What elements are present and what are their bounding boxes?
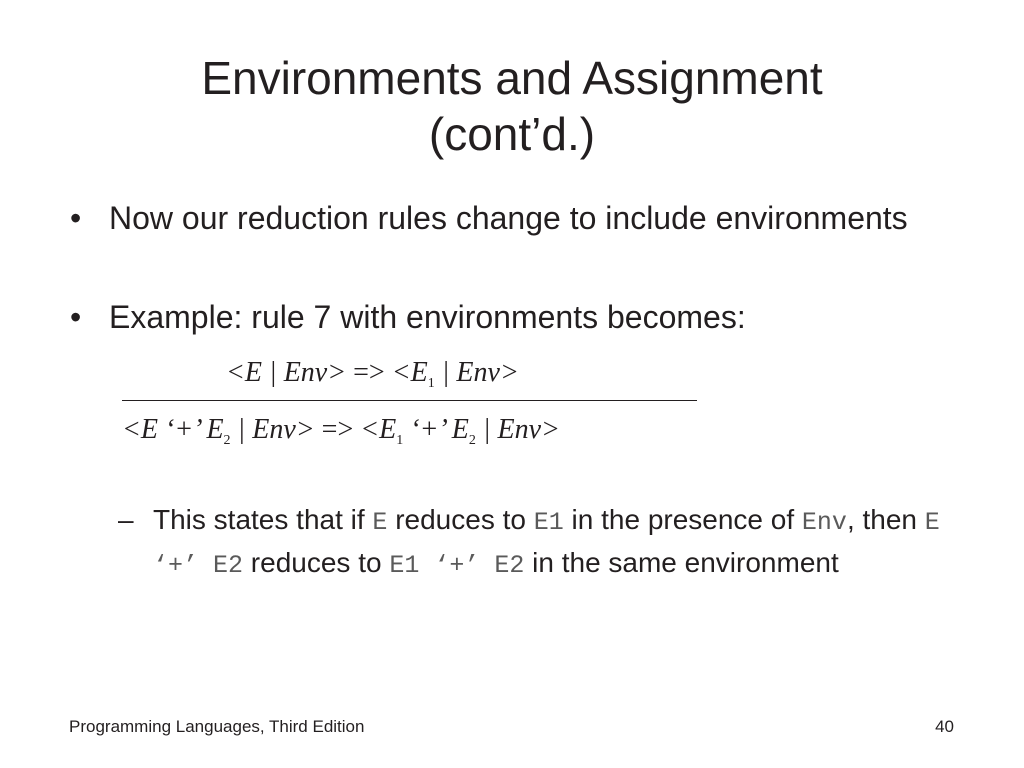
- rule-premise: [226, 356, 519, 401]
- rule-conclusion: [122, 413, 560, 458]
- conclusion-arrow: =>: [321, 414, 354, 445]
- footer-page-number: 40: [935, 717, 954, 736]
- sub-text-4: , then: [846, 504, 925, 535]
- premise-rhs-subscript: 1: [427, 376, 435, 391]
- code-e-plus-e2: E ‘+’ E2: [153, 508, 940, 580]
- bullet-marker: •: [70, 200, 82, 236]
- conclusion-lhs-subscript: 2: [223, 433, 231, 448]
- premise-rhs-suffix: | Env>: [434, 357, 519, 388]
- bullet-marker: •: [70, 299, 82, 335]
- bullet-text: Example: rule 7 with environments becomes:: [109, 299, 746, 335]
- title-line-2: (cont’d.): [428, 108, 596, 160]
- rule-fraction-bar: [122, 400, 697, 401]
- slide-title: [0, 50, 1024, 162]
- sub-text-3: in the presence of: [563, 504, 802, 535]
- sub-text-2: reduces to: [387, 504, 534, 535]
- conclusion-lhs-suffix: | Env>: [230, 414, 315, 445]
- sub-text-6: in the same environment: [524, 547, 839, 578]
- sub-text-5: reduces to: [243, 547, 390, 578]
- bullet-item: [70, 198, 970, 280]
- premise-lhs: <E | Env>: [226, 357, 347, 388]
- conclusion-rhs-part1: <E: [360, 414, 397, 445]
- conclusion-lhs-prefix: <E ‘+’ E: [122, 414, 224, 445]
- code-e1-plus-e2: E1 ‘+’ E2: [389, 551, 525, 580]
- code-env: Env: [801, 508, 847, 537]
- conclusion-rhs-subscript-1: 1: [396, 433, 404, 448]
- bullet-text: Now our reduction rules change to include environments: [109, 200, 908, 236]
- code-e1: E1: [533, 508, 564, 537]
- conclusion-rhs-part3: | Env>: [475, 414, 560, 445]
- sub-bullet-marker: –: [118, 504, 134, 535]
- footer-book-title: Programming Languages, Third Edition: [69, 717, 365, 736]
- premise-rhs-prefix: <E: [391, 357, 428, 388]
- conclusion-rhs-part2: ‘+’ E: [403, 414, 469, 445]
- code-e: E: [372, 508, 388, 537]
- sub-bullet-text: [153, 500, 953, 586]
- premise-arrow: =>: [353, 357, 385, 388]
- title-line-1: Environments and Assignment: [201, 52, 823, 104]
- sub-text-1: This states that if: [153, 504, 373, 535]
- reduction-rule: [122, 356, 702, 456]
- conclusion-rhs-subscript-2: 2: [468, 433, 476, 448]
- bullet-item: [70, 297, 970, 338]
